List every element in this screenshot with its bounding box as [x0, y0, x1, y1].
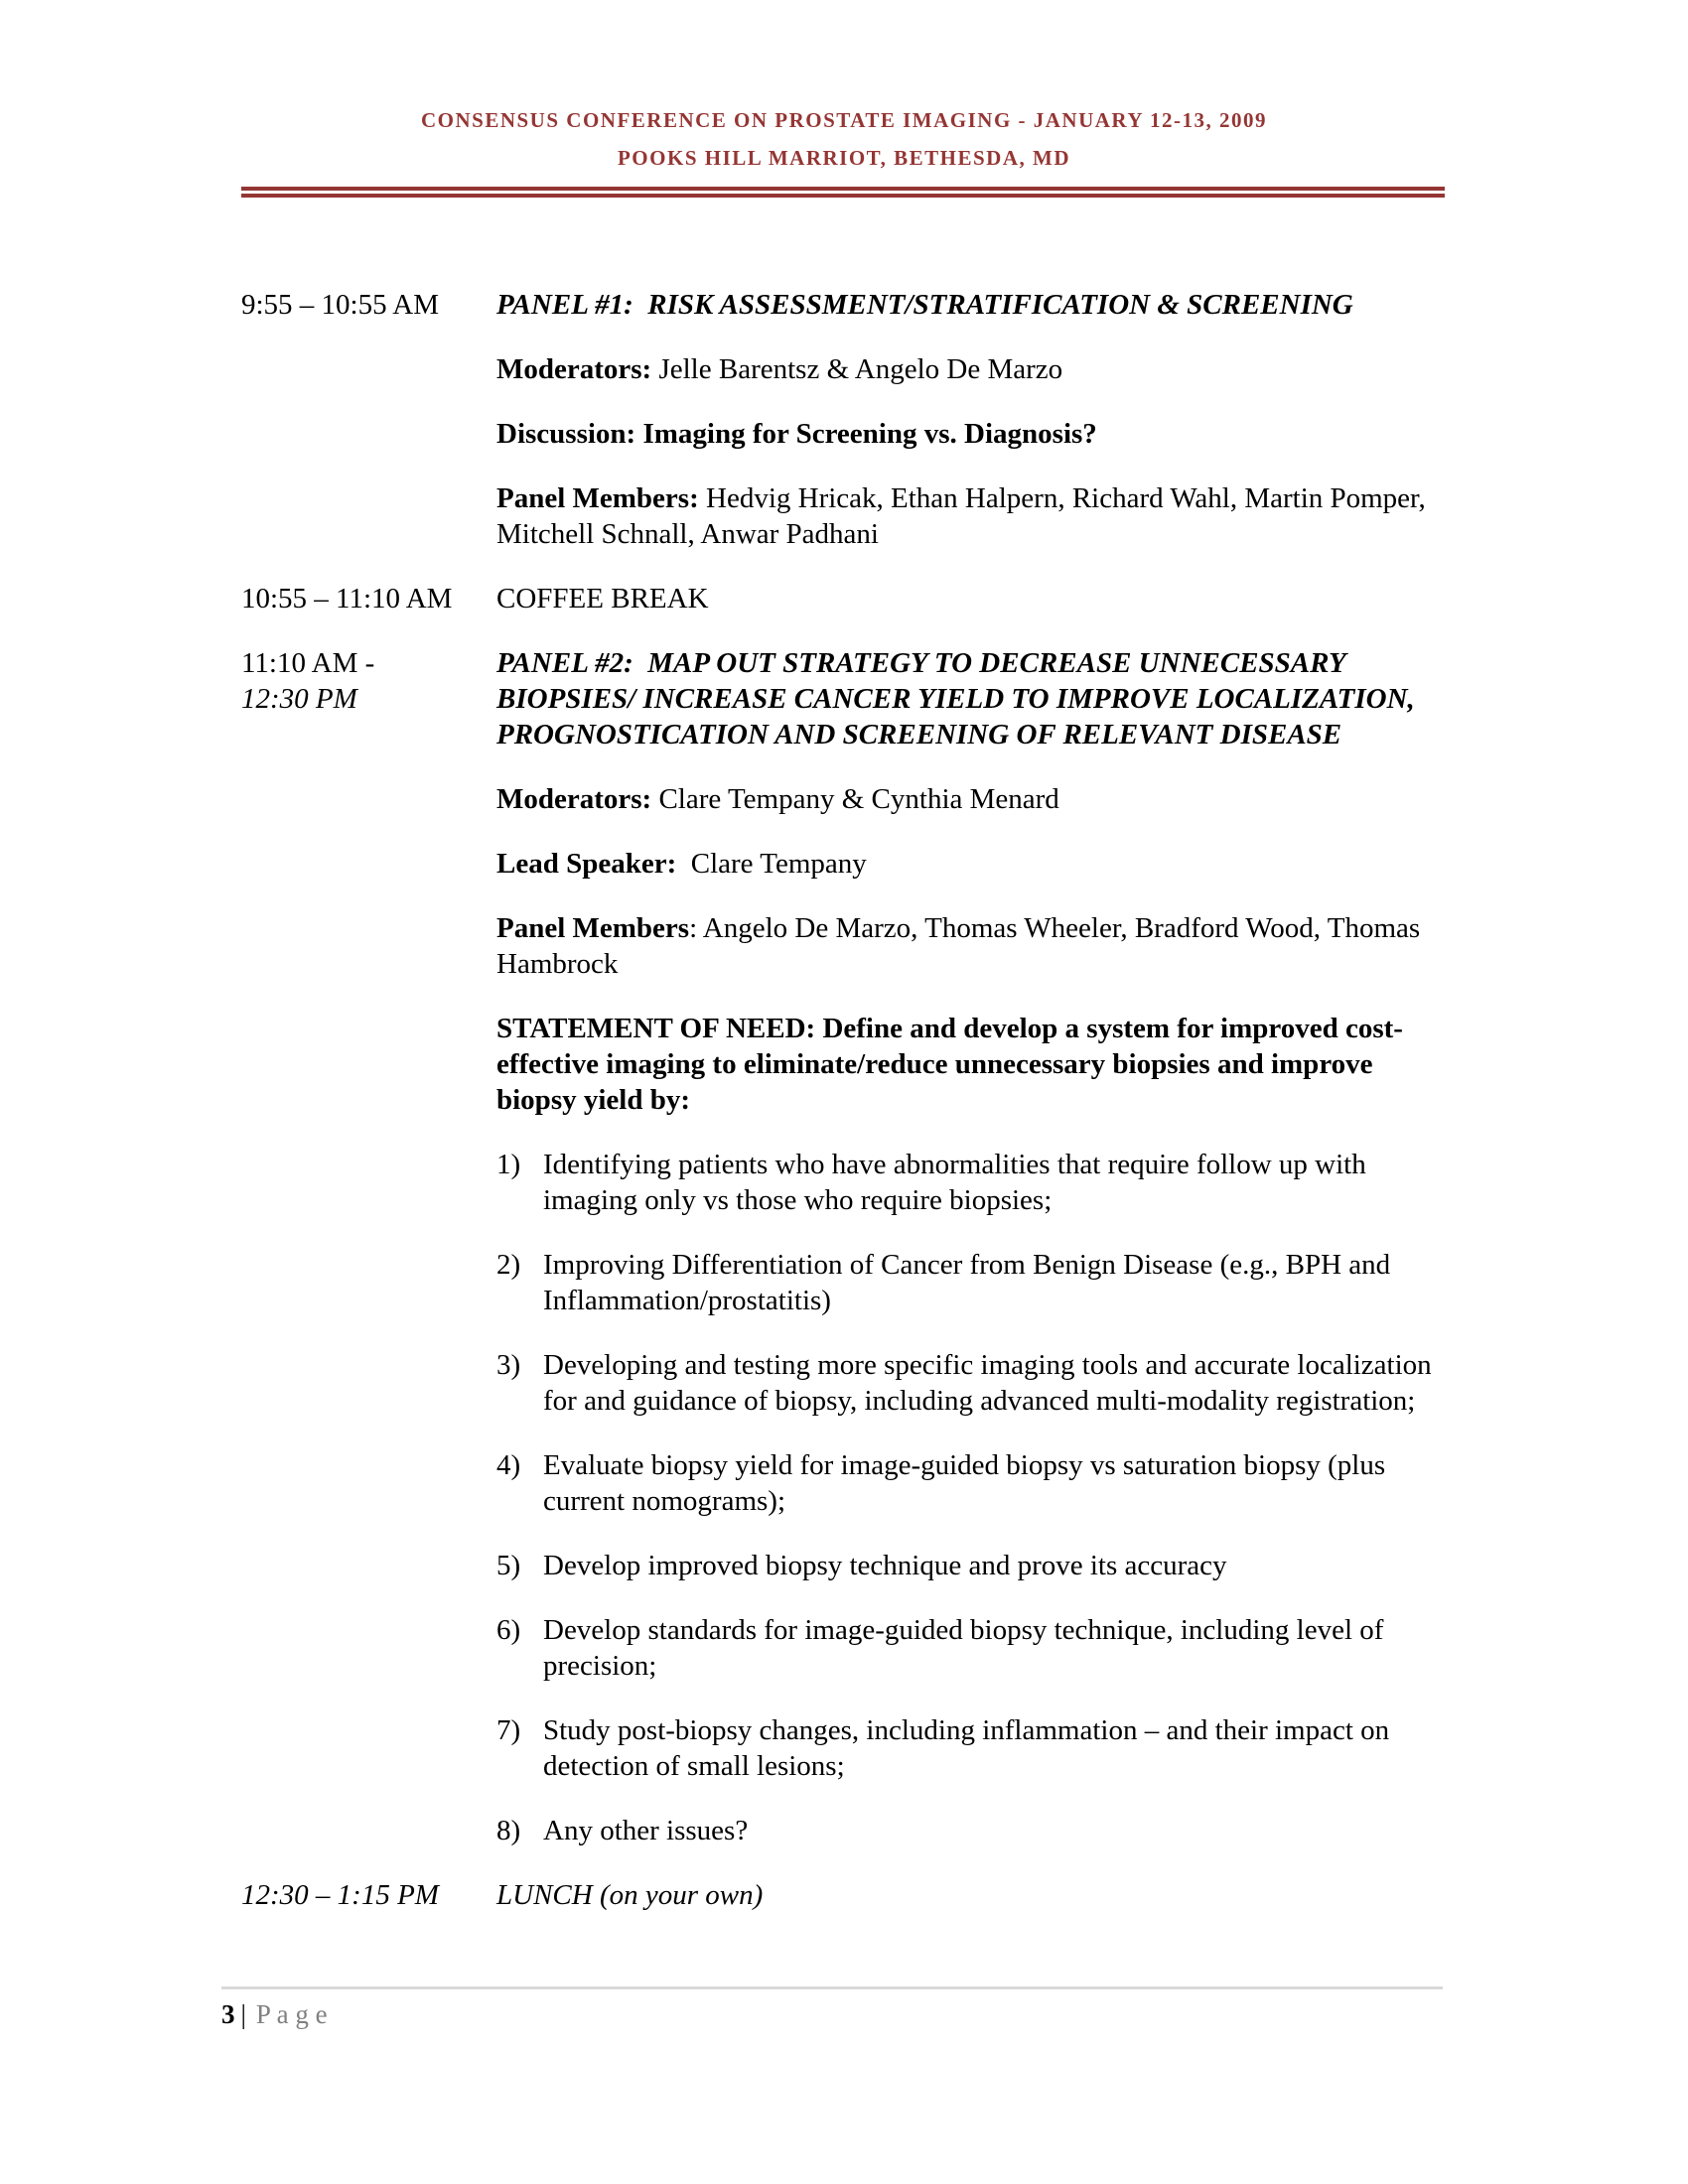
session-content [496, 645, 1445, 1877]
list-item [496, 1247, 1445, 1318]
list-item [496, 1612, 1445, 1684]
time-slot [241, 581, 496, 645]
list-item [496, 1347, 1445, 1419]
labeled-paragraph: Panel Members: Hedvig Hricak, Ethan Halpern, Richard Wahl, Martin Pomper, Mitchell Schnall, Anwar Padhani [496, 482, 1434, 550]
time-slot [241, 1877, 496, 1942]
numbered-list [496, 1147, 1445, 1848]
list-item-number: 7) [496, 1714, 521, 1746]
labeled-paragraph: Lead Speaker: Clare Tempany [496, 848, 867, 880]
paragraph-label: Panel Members [496, 912, 690, 944]
list-item-text: Develop improved biopsy technique and prove its accuracy [543, 1550, 1227, 1581]
schedule-row [241, 1877, 1445, 1942]
time-text: 12:30 – 1:15 PM [241, 1879, 439, 1911]
list-item [496, 1813, 1445, 1848]
time-slot [241, 645, 496, 1877]
bold-paragraph: Discussion: Imaging for Screening vs. Diagnosis? [496, 418, 1097, 450]
session-content [496, 581, 1445, 645]
bold-paragraph: STATEMENT OF NEED: Define and develop a system for improved cost-effective imaging to eliminate/reduce unnecessary biopsies and improve biopsy yield by: [496, 1013, 1403, 1116]
list-item-number: 3) [496, 1349, 521, 1381]
footer-page-number: 3 [221, 1999, 235, 2029]
list-item [496, 1447, 1445, 1519]
list-item-text: Evaluate biopsy yield for image-guided biopsy vs saturation biopsy (plus current nomograms); [543, 1449, 1386, 1517]
schedule-row [241, 581, 1445, 645]
list-item-text: Study post-biopsy changes, including inflammation – and their impact on detection of small lesions; [543, 1714, 1390, 1782]
time-slot [241, 287, 496, 581]
time-text: 10:55 – 11:10 AM [241, 583, 453, 614]
list-item-number: 2) [496, 1249, 521, 1281]
list-item-text: Any other issues? [543, 1815, 749, 1846]
header-line-1: CONSENSUS CONFERENCE ON PROSTATE IMAGING - JANUARY 12-13, 2009 [420, 108, 1267, 132]
page-header [0, 0, 1688, 177]
list-item [496, 1147, 1445, 1218]
plain-paragraph: COFFEE BREAK [496, 583, 709, 614]
paragraph-label: Moderators: [496, 353, 652, 385]
page-footer [221, 1986, 1443, 2031]
panel-title: PANEL #1: RISK ASSESSMENT/STRATIFICATION & SCREENING [496, 289, 1353, 321]
footer-separator: | [240, 1999, 246, 2029]
labeled-paragraph: Moderators: Jelle Barentsz & Angelo De Marzo [496, 353, 1063, 385]
list-item [496, 1548, 1445, 1583]
labeled-paragraph: Panel Members: Angelo De Marzo, Thomas Wheeler, Bradford Wood, Thomas Hambrock [496, 912, 1428, 980]
session-content [496, 287, 1445, 581]
list-item-number: 5) [496, 1550, 521, 1581]
paragraph-label: Moderators: [496, 783, 652, 815]
panel-title: PANEL #2: MAP OUT STRATEGY TO DECREASE UNNECESSARY BIOPSIES/ INCREASE CANCER YIELD TO IMPROVE LOCALIZATION, PROGNOSTICATION AND SCREENING OF RELEVANT DISEASE [496, 647, 1423, 751]
paragraph-label: Lead Speaker: [496, 848, 677, 880]
list-item-text: Developing and testing more specific imaging tools and accurate localization for and guidance of biopsy, including advanced multi-modality registration; [543, 1349, 1432, 1417]
list-item-number: 1) [496, 1149, 521, 1180]
agenda-schedule [241, 198, 1445, 1942]
footer-page-label: P a g e [255, 1999, 328, 2029]
header-double-rule [241, 187, 1445, 198]
list-item-number: 4) [496, 1449, 521, 1481]
list-item-text: Identifying patients who have abnormalities that require follow up with imaging only vs those who require biopsies; [543, 1149, 1366, 1216]
time-text: 11:10 AM - [241, 647, 375, 679]
labeled-paragraph: Moderators: Clare Tempany & Cynthia Menard [496, 783, 1059, 815]
header-line-2: POOKS HILL MARRIOT, BETHESDA, MD [617, 146, 1070, 170]
schedule-row [241, 287, 1445, 581]
list-item-text: Improving Differentiation of Cancer from Benign Disease (e.g., BPH and Inflammation/prostatitis) [543, 1249, 1391, 1316]
paragraph-label: Panel Members: [496, 482, 699, 514]
session-content [496, 1877, 1445, 1942]
list-item-number: 8) [496, 1815, 521, 1846]
schedule-row [241, 645, 1445, 1877]
list-item-text: Develop standards for image-guided biopsy technique, including level of precision; [543, 1614, 1384, 1682]
time-text: 12:30 PM [241, 683, 357, 715]
time-text: 9:55 – 10:55 AM [241, 289, 439, 321]
list-item-number: 6) [496, 1614, 521, 1646]
italic-paragraph: LUNCH (on your own) [496, 1879, 764, 1911]
list-item [496, 1712, 1445, 1784]
